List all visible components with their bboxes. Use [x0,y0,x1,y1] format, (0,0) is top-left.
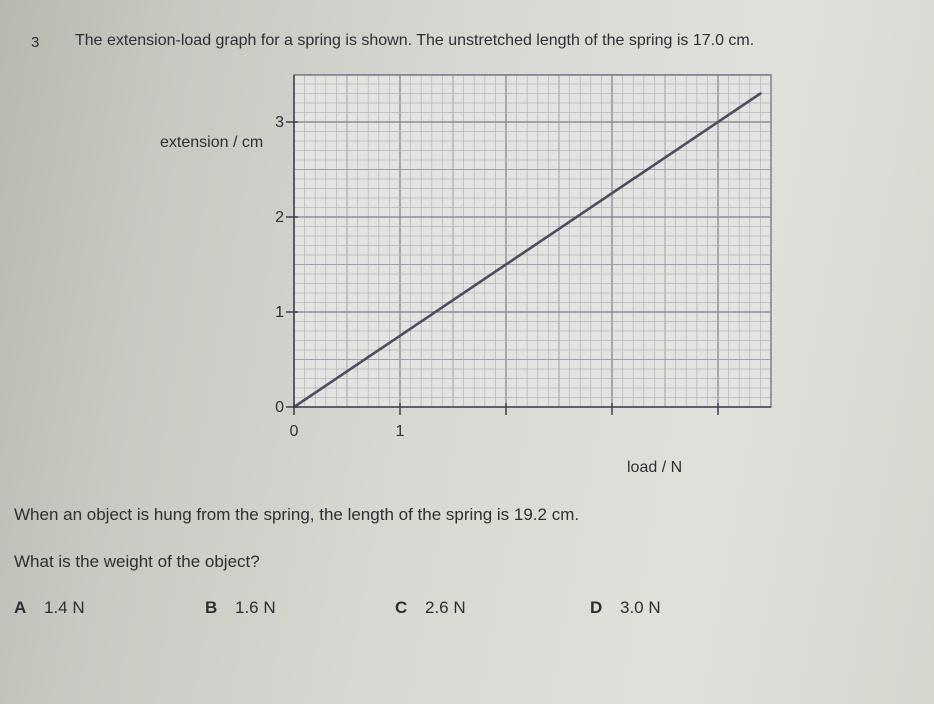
option-d-letter: D [590,598,603,617]
option-b[interactable] [205,598,276,618]
y-tick-label: 3 [275,114,284,131]
question-statement: When an object is hung from the spring, the length of the spring is 19.2 cm. [14,505,580,524]
y-tick-label: 1 [275,304,284,321]
grid-background [294,75,771,407]
question-prompt: What is the weight of the object? [14,552,260,571]
graph-grid [294,75,771,408]
option-d[interactable] [590,598,661,618]
y-tick-label: 0 [275,399,284,416]
option-a[interactable] [14,598,85,618]
option-a-letter: A [14,598,27,617]
option-b-letter: B [205,598,218,617]
option-c-letter: C [395,598,408,617]
option-c[interactable] [395,598,466,618]
x-tick-label: 0 [289,423,299,440]
option-d-text: 3.0 N [620,598,661,617]
option-b-text: 1.6 N [235,598,276,617]
x-tick-label: 1 [395,423,405,440]
y-axis-label: extension / cm [160,134,264,151]
y-tick-label: 2 [275,209,284,226]
question-number: 3 [31,34,40,51]
x-axis-label: load / N [627,459,683,476]
question-intro: The extension-load graph for a spring is shown. The unstretched length of the spring is 17.0 cm. [75,32,755,49]
option-c-text: 2.6 N [425,598,466,617]
option-a-text: 1.4 N [44,598,85,617]
